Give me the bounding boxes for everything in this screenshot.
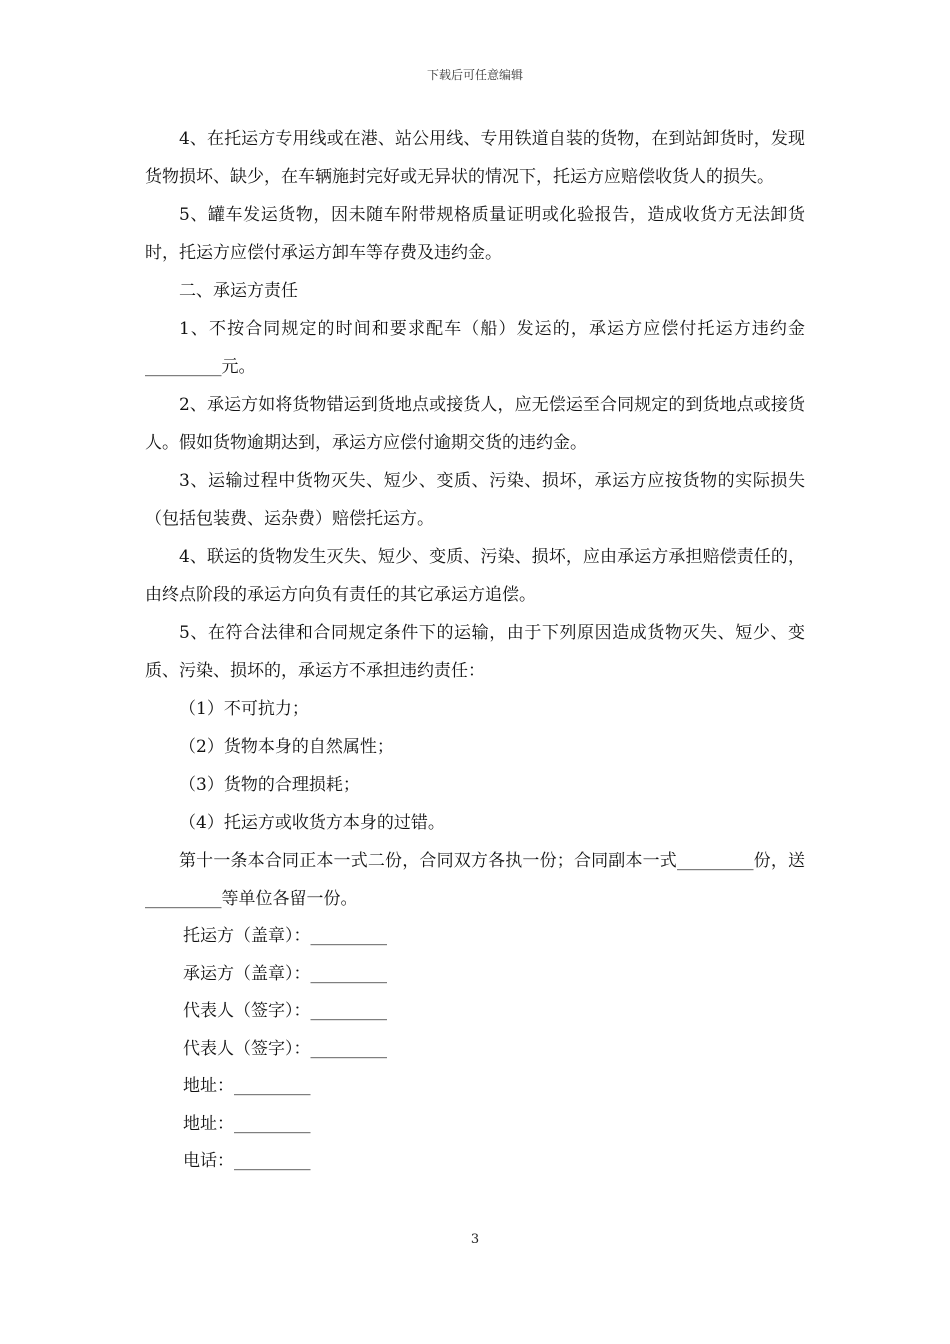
signature-carrier-seal: 承运方（盖章）：_________ [183, 963, 387, 984]
address-line-1: 地址：_________ [183, 1076, 311, 1096]
section-heading-carrier-liability: 二、承运方责任 [179, 281, 298, 301]
paragraph-shipper-liability-4: 4、在托运方专用线或在港、站公用线、专用铁道自装的货物，在到站卸货时，发现货物损坏、缺少，在车辆施封完好或无异状的情况下，托运方应赔偿收货人的损失。 [145, 129, 805, 187]
exemption-item-2: （2）货物本身的自然属性； [179, 737, 394, 757]
phone-line: 电话：_________ [183, 1151, 311, 1171]
signature-shipper-seal: 托运方（盖章）：_________ [183, 926, 387, 946]
page-number: 3 [470, 1232, 480, 1247]
signature-representative-2: 代表人（签字）：_________ [183, 1038, 387, 1059]
page-header: 下载后可任意编辑 [426, 68, 523, 82]
exemption-item-3: （3）货物的合理损耗； [179, 775, 360, 795]
paragraph-carrier-liability-2: 2、承运方如将货物错运到货地点或接货人，应无偿运至合同规定的到货地点或接货人。假如货物逾期达到，承运方应偿付逾期交货的违约金。 [145, 395, 805, 453]
paragraph-carrier-liability-5: 5、在符合法律和合同规定条件下的运输，由于下列原因造成货物灭失、短少、变质、污染、损坏的，承运方不承担违约责任： [145, 623, 805, 681]
exemption-item-1: （1）不可抗力； [179, 699, 309, 719]
paragraph-carrier-liability-3: 3、运输过程中货物灭失、短少、变质、污染、损坏，承运方应按货物的实际损失（包括包装费、运杂费）赔偿托运方。 [145, 471, 805, 529]
signature-representative-1: 代表人（签字）：_________ [183, 1001, 387, 1021]
article-eleven: 第十一条本合同正本一式二份，合同双方各执一份；合同副本一式_________份，送_________等单位各留一份。 [145, 851, 805, 909]
paragraph-carrier-liability-1: 1、不按合同规定的时间和要求配车（船）发运的，承运方应偿付托运方违约金_________元。 [145, 319, 805, 377]
paragraph-shipper-liability-5: 5、罐车发运货物，因未随车附带规格质量证明或化验报告，造成收货方无法卸货时，托运方应偿付承运方卸车等存费及违约金。 [145, 205, 805, 263]
paragraph-carrier-liability-4: 4、联运的货物发生灭失、短少、变质、污染、损坏，应由承运方承担赔偿责任的，由终点阶段的承运方向负有责任的其它承运方追偿。 [145, 547, 805, 605]
document-body [145, 120, 805, 1181]
address-line-2: 地址：_________ [183, 1113, 311, 1134]
exemption-item-4: （4）托运方或收货方本身的过错。 [179, 813, 445, 833]
